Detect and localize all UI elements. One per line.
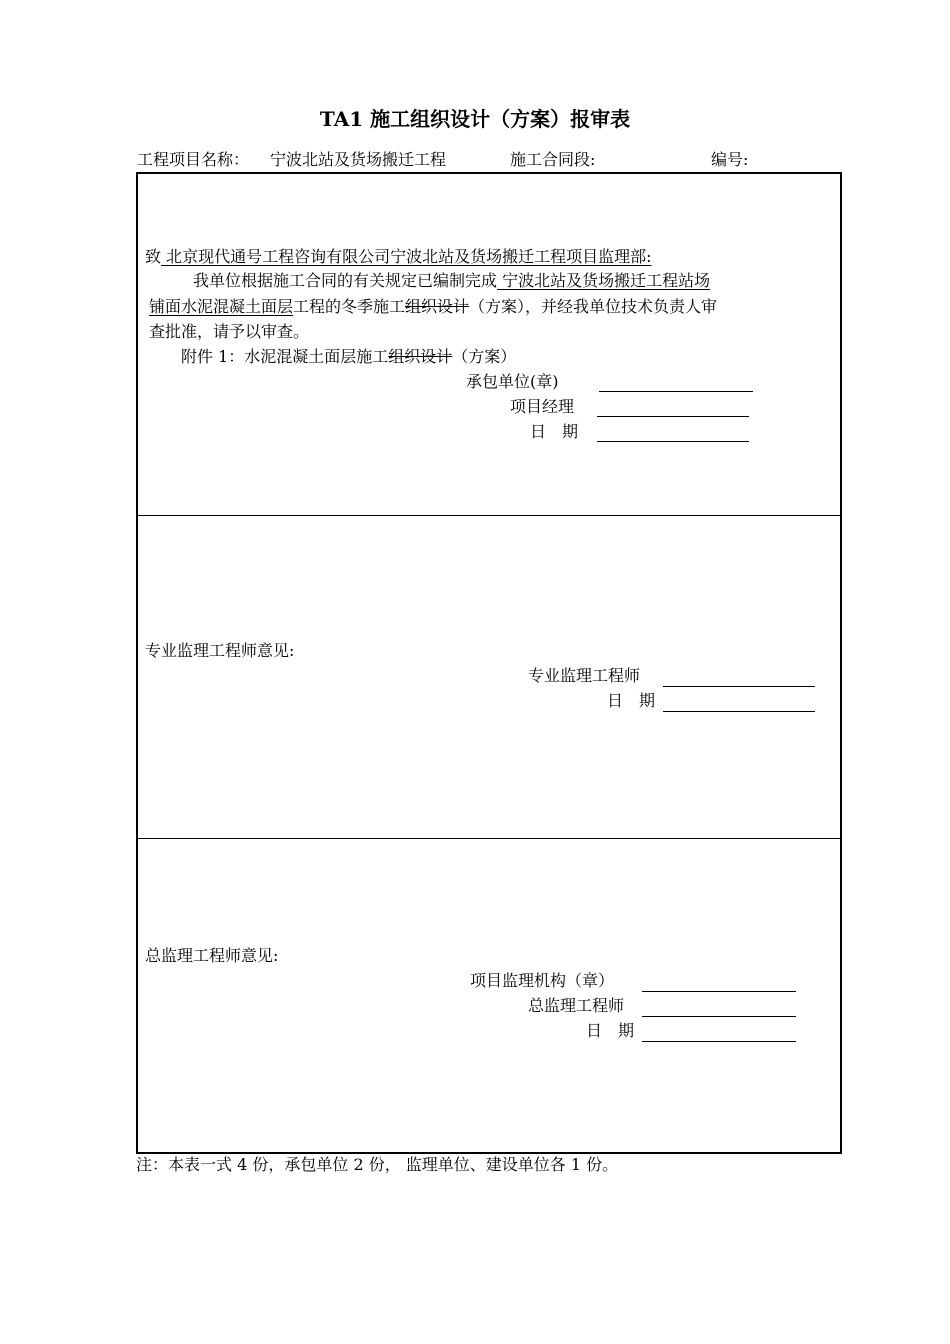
chief-engineer-field[interactable] — [642, 1016, 796, 1017]
addressee-org: 北京现代通号工程咨询有限公司宁波北站及货场搬迁工程项目监理部: — [161, 247, 652, 266]
body-line-3: 查批准，请予以审查。 — [149, 322, 310, 341]
addressee-prefix: 致 — [145, 247, 162, 266]
contractor-seal-field[interactable] — [599, 391, 753, 392]
body-line-2 — [149, 297, 717, 317]
form-table — [136, 172, 842, 1154]
footnote: 注：本表一式 4 份，承包单位 2 份， 监理单位、建设单位各 1 份。 — [136, 1155, 619, 1174]
date-label: 日 期 — [530, 422, 579, 441]
attachment-text: （方案） — [452, 347, 517, 366]
contractor-seal-label: 承包单位(章) — [466, 372, 559, 391]
supervision-org-field[interactable] — [642, 991, 796, 992]
contract-section-label: 施工合同段: — [510, 150, 596, 169]
attachment-text: 附件 1：水泥混凝土面层施工 — [181, 347, 389, 366]
chief-opinion-heading: 总监理工程师意见: — [145, 946, 279, 965]
page-title: TA1 施工组织设计（方案）报审表 — [319, 107, 631, 131]
struck-text: 组织设计 — [405, 297, 470, 316]
body-text: 工程的冬季施工 — [293, 297, 406, 316]
body-text: 我单位根据施工合同的有关规定已编制完成 — [193, 271, 498, 290]
body-text: （方案），并经我单位技术负责人审 — [469, 297, 718, 316]
project-name-fill: 铺面水泥混凝土面层 — [149, 297, 294, 316]
serial-number-label: 编号: — [711, 150, 749, 169]
divider — [138, 838, 840, 839]
supervision-org-label: 项目监理机构（章） — [470, 971, 615, 990]
date-label: 日 期 — [607, 691, 656, 710]
project-manager-label: 项目经理 — [510, 397, 575, 416]
addressee — [145, 247, 652, 267]
project-manager-field[interactable] — [597, 416, 749, 417]
project-name-label: 工程项目名称： — [137, 150, 250, 169]
date-field[interactable] — [663, 711, 815, 712]
engineer-opinion-heading: 专业监理工程师意见: — [145, 641, 295, 660]
struck-text: 组织设计 — [388, 347, 453, 366]
engineer-sign-label: 专业监理工程师 — [528, 666, 641, 685]
body-line-1 — [193, 271, 710, 291]
attachment-line — [181, 347, 516, 367]
project-name-value: 宁波北站及货场搬迁工程 — [270, 150, 447, 169]
date-label: 日 期 — [586, 1021, 635, 1040]
engineer-sign-field[interactable] — [663, 686, 815, 687]
date-field[interactable] — [642, 1041, 796, 1042]
project-name-fill: 宁波北站及货场搬迁工程站场 — [497, 271, 711, 290]
date-field[interactable] — [597, 441, 749, 442]
chief-engineer-label: 总监理工程师 — [528, 996, 625, 1015]
divider — [138, 515, 840, 516]
